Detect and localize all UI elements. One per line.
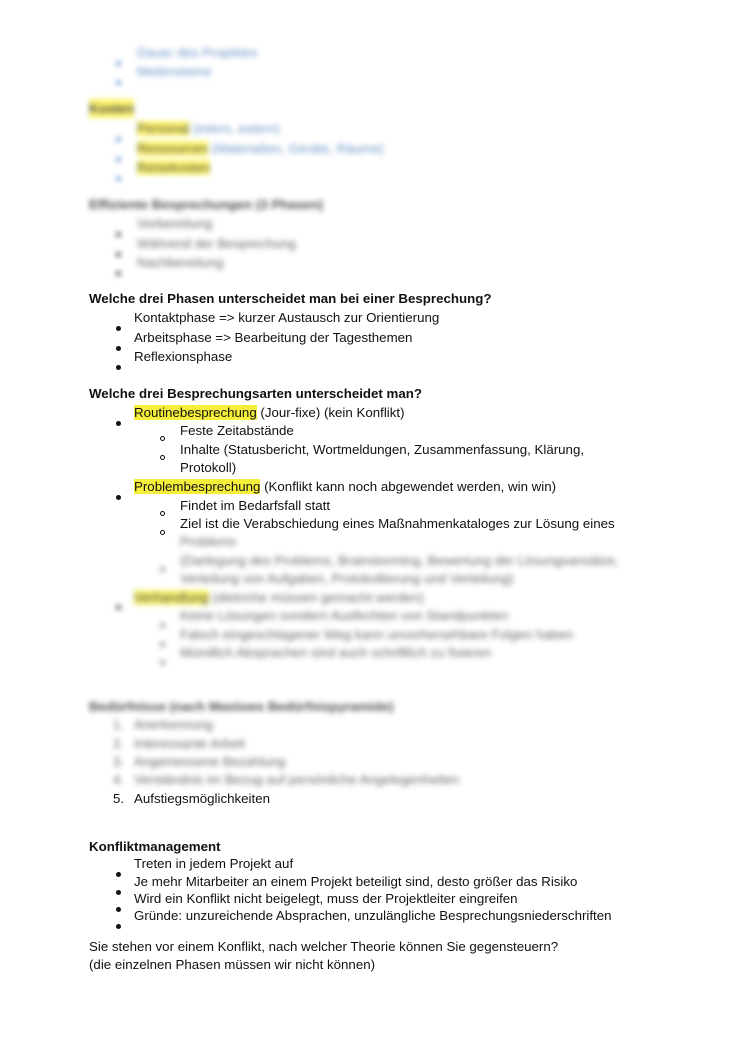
- bullet-icon: [116, 337, 121, 356]
- list-item: Je mehr Mitarbeiter an einem Projekt beteiligt sind, desto größer das Risiko: [134, 874, 578, 889]
- list-item-problem: Problembesprechung (Konflikt kann noch abgewendet werden, win win): [134, 479, 557, 494]
- bullet-icon: [116, 863, 121, 882]
- bullet-icon: [116, 915, 121, 934]
- list-number: 3.: [113, 754, 125, 769]
- list-item: Dauer des Projektes: [137, 45, 258, 60]
- list-number: 4.: [113, 772, 125, 787]
- list-item: Kontaktphase => kurzer Austausch zur Orientierung: [134, 310, 440, 325]
- frage-line: (die einzelnen Phasen müssen wir nicht können): [89, 957, 376, 972]
- list-number: 1.: [113, 717, 125, 732]
- sub-item: Ziel ist die Verabschiedung eines Maßnahmenkataloges zur Lösung eines: [180, 516, 615, 531]
- list-number: 5.: [113, 791, 125, 806]
- list-item: Arbeitsphase => Bearbeitung der Tagesthemen: [134, 330, 413, 345]
- list-item: Reflexionsphase: [134, 349, 233, 364]
- circle-bullet-icon: [160, 633, 165, 652]
- list-number: 2.: [113, 736, 125, 751]
- bullet-icon: [116, 356, 121, 375]
- list-item: Treten in jedem Projekt auf: [134, 856, 294, 871]
- bullet-icon: [116, 317, 121, 336]
- bullet-icon: [116, 243, 121, 262]
- list-item: Angemessene Bezahlung: [134, 754, 286, 769]
- circle-bullet-icon: [160, 427, 165, 446]
- list-item: Interessante Arbeit: [134, 736, 245, 751]
- bullet-icon: [116, 52, 121, 71]
- list-item-routine: Routinebesprechung (Jour-fixe) (kein Konflikt): [134, 405, 405, 420]
- bullet-icon: [116, 71, 121, 90]
- sub-item: Findet im Bedarfsfall statt: [180, 498, 331, 513]
- effizient-heading: Effiziente Besprechungen (3 Phasen): [89, 197, 324, 212]
- list-item: Meilensteine: [137, 64, 212, 79]
- bullet-icon: [116, 596, 121, 615]
- bullet-icon: [116, 412, 121, 431]
- circle-bullet-icon: [160, 558, 165, 577]
- sub-item: Falsch eingeschlagener Weg kann unvorhersehbare Folgen haben: [180, 627, 574, 642]
- sub-item-continued: Problems: [180, 534, 237, 549]
- konflikt-heading: Konfliktmanagement: [89, 839, 221, 854]
- list-item: Reisekosten: [137, 160, 211, 175]
- list-item: Vorbereitung: [137, 216, 213, 231]
- bullet-icon: [116, 486, 121, 505]
- circle-bullet-icon: [160, 521, 165, 540]
- arten-heading: Welche drei Besprechungsarten unterscheidet man?: [89, 386, 423, 401]
- sub-item: Inhalte (Statusbericht, Wortmeldungen, Zusammenfassung, Klärung,: [180, 442, 585, 457]
- list-item: Während der Besprechung: [137, 236, 296, 251]
- list-item: Wird ein Konflikt nicht beigelegt, muss der Projektleiter eingreifen: [134, 891, 518, 906]
- list-item: Ressourcen (Materialien, Geräte, Räume): [137, 141, 384, 156]
- list-item: Anerkennung: [134, 717, 214, 732]
- bullet-icon: [116, 167, 121, 186]
- circle-bullet-icon: [160, 651, 165, 670]
- kosten-heading: Kosten: [89, 101, 135, 116]
- sub-item: Mündlich Absprachen sind auch schriftlich zu fixieren: [180, 645, 492, 660]
- beduerfnisse-heading: Bedürfnisse (nach Maslows Bedürfnispyramide): [89, 699, 394, 714]
- list-item-verhandlung: Verhandlung (dietriche müssen gemacht werden): [134, 590, 424, 605]
- bullet-icon: [116, 148, 121, 167]
- circle-bullet-icon: [160, 614, 165, 633]
- sub-item: (Darlegung des Problems, Brainstorming, Bewertung der Lösungsansätze,: [180, 553, 619, 568]
- sub-item-continued: Verteilung von Aufgaben, Protokollierung und Verteilung): [180, 571, 514, 586]
- sub-item-continued: Protokoll): [180, 460, 237, 475]
- frage-line: Sie stehen vor einem Konflikt, nach welcher Theorie können Sie gegensteuern?: [89, 939, 559, 954]
- phasen-heading: Welche drei Phasen unterscheidet man bei einer Besprechung?: [89, 291, 492, 306]
- bullet-icon: [116, 128, 121, 147]
- list-item: Gründe: unzureichende Absprachen, unzulängliche Besprechungsniederschriften: [134, 908, 612, 923]
- sub-item: Keine Lösungen sondern Ausfechten von Standpunkten: [180, 608, 509, 623]
- list-item: Personal (intern, extern): [137, 121, 280, 136]
- circle-bullet-icon: [160, 446, 165, 465]
- bullet-icon: [116, 262, 121, 281]
- bullet-icon: [116, 223, 121, 242]
- list-item: Nachbereitung: [137, 255, 224, 270]
- list-item: Aufstiegsmöglichkeiten: [134, 791, 270, 806]
- sub-item: Feste Zeitabstände: [180, 423, 294, 438]
- list-item: Verständnis im Bezug auf persönliche Angelegenheiten: [134, 772, 460, 787]
- circle-bullet-icon: [160, 502, 165, 521]
